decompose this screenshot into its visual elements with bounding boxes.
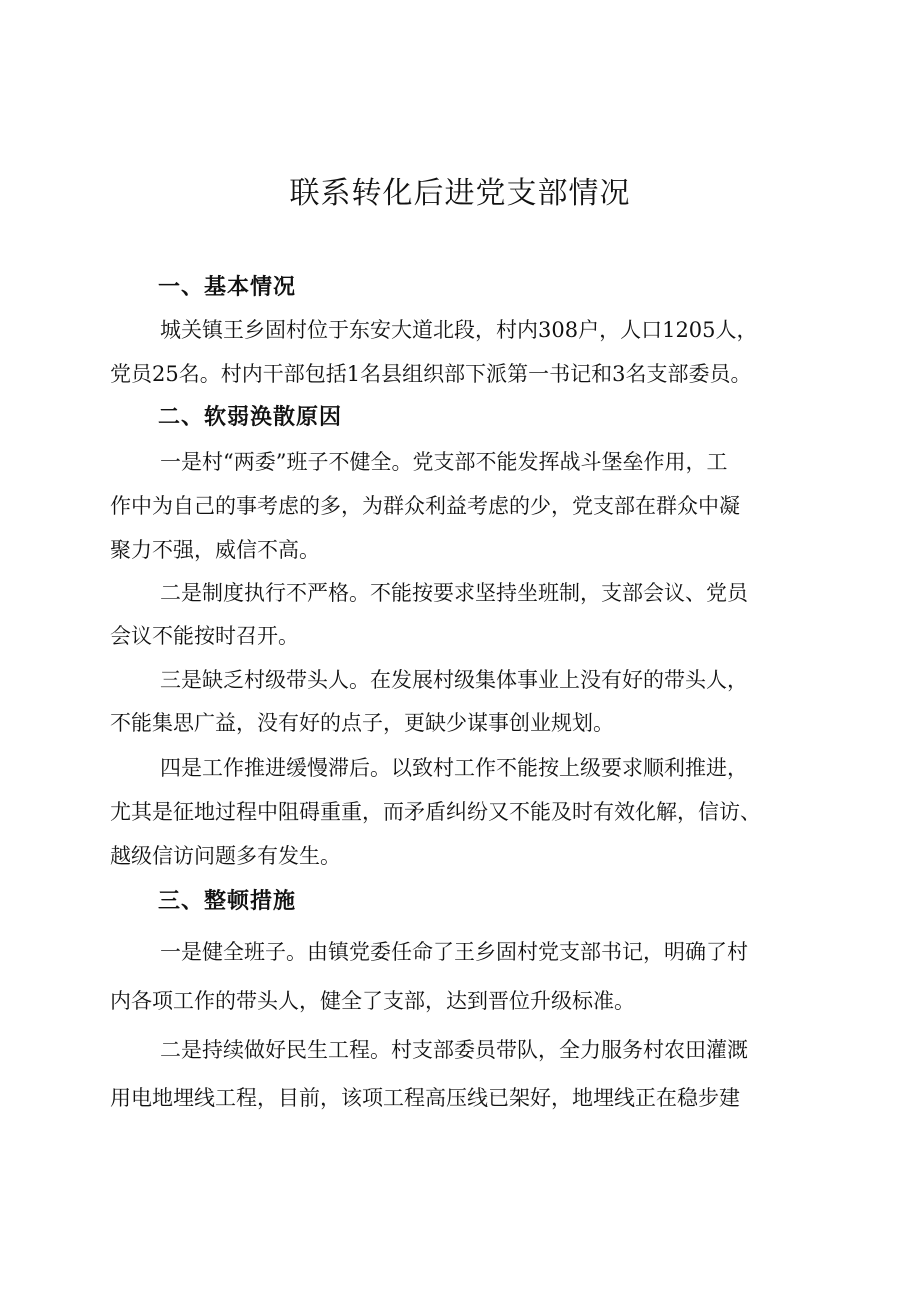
- section-heading-causes: 二、软弱涣散原因: [158, 405, 343, 430]
- paragraph-line: 越级信访问题多有发生。: [110, 844, 341, 868]
- paragraph-line: 城关镇王乡固村位于东安大道北段，村内308户，人口1205人，: [160, 318, 758, 342]
- paragraph-line: 二是持续做好民生工程。村支部委员带队，全力服务村农田灌溉: [160, 1038, 748, 1062]
- paragraph-line: 二是制度执行不严格。不能按要求坚持坐班制，支部会议、党员: [160, 581, 748, 605]
- section-heading-basic-info: 一、基本情况: [158, 275, 297, 300]
- paragraph-line: 作中为自己的事考虑的多，为群众利益考虑的少，党支部在群众中凝: [110, 494, 740, 518]
- paragraph-line: 尤其是征地过程中阻碍重重，而矛盾纠纷又不能及时有效化解，信访、: [110, 800, 761, 824]
- paragraph-line: 不能集思广益，没有好的点子，更缺少谋事创业规划。: [110, 711, 614, 735]
- paragraph-line: 一是健全班子。由镇党委任命了王乡固村党支部书记，明确了村: [160, 940, 748, 964]
- paragraph-line: 聚力不强，威信不高。: [110, 538, 320, 562]
- paragraph-line: 会议不能按时召开。: [110, 624, 299, 648]
- document-title: 联系转化后进党支部情况: [289, 176, 631, 211]
- paragraph-line: 用电地埋线工程，目前，该项工程高压线已架好，地埋线正在稳步建: [110, 1086, 740, 1110]
- paragraph-line: 党员25名。村内干部包括1名县组织部下派第一书记和3名支部委员。: [110, 362, 752, 386]
- section-heading-measures: 三、整顿措施: [158, 889, 297, 914]
- paragraph-line: 一是村“两委”班子不健全。党支部不能发挥战斗堡垒作用，工: [160, 450, 728, 474]
- paragraph-line: 三是缺乏村级带头人。在发展村级集体事业上没有好的带头人，: [160, 668, 748, 692]
- paragraph-line: 四是工作推进缓慢滞后。以致村工作不能按上级要求顺利推进，: [160, 756, 748, 780]
- paragraph-line: 内各项工作的带头人，健全了支部，达到晋位升级标准。: [110, 989, 635, 1013]
